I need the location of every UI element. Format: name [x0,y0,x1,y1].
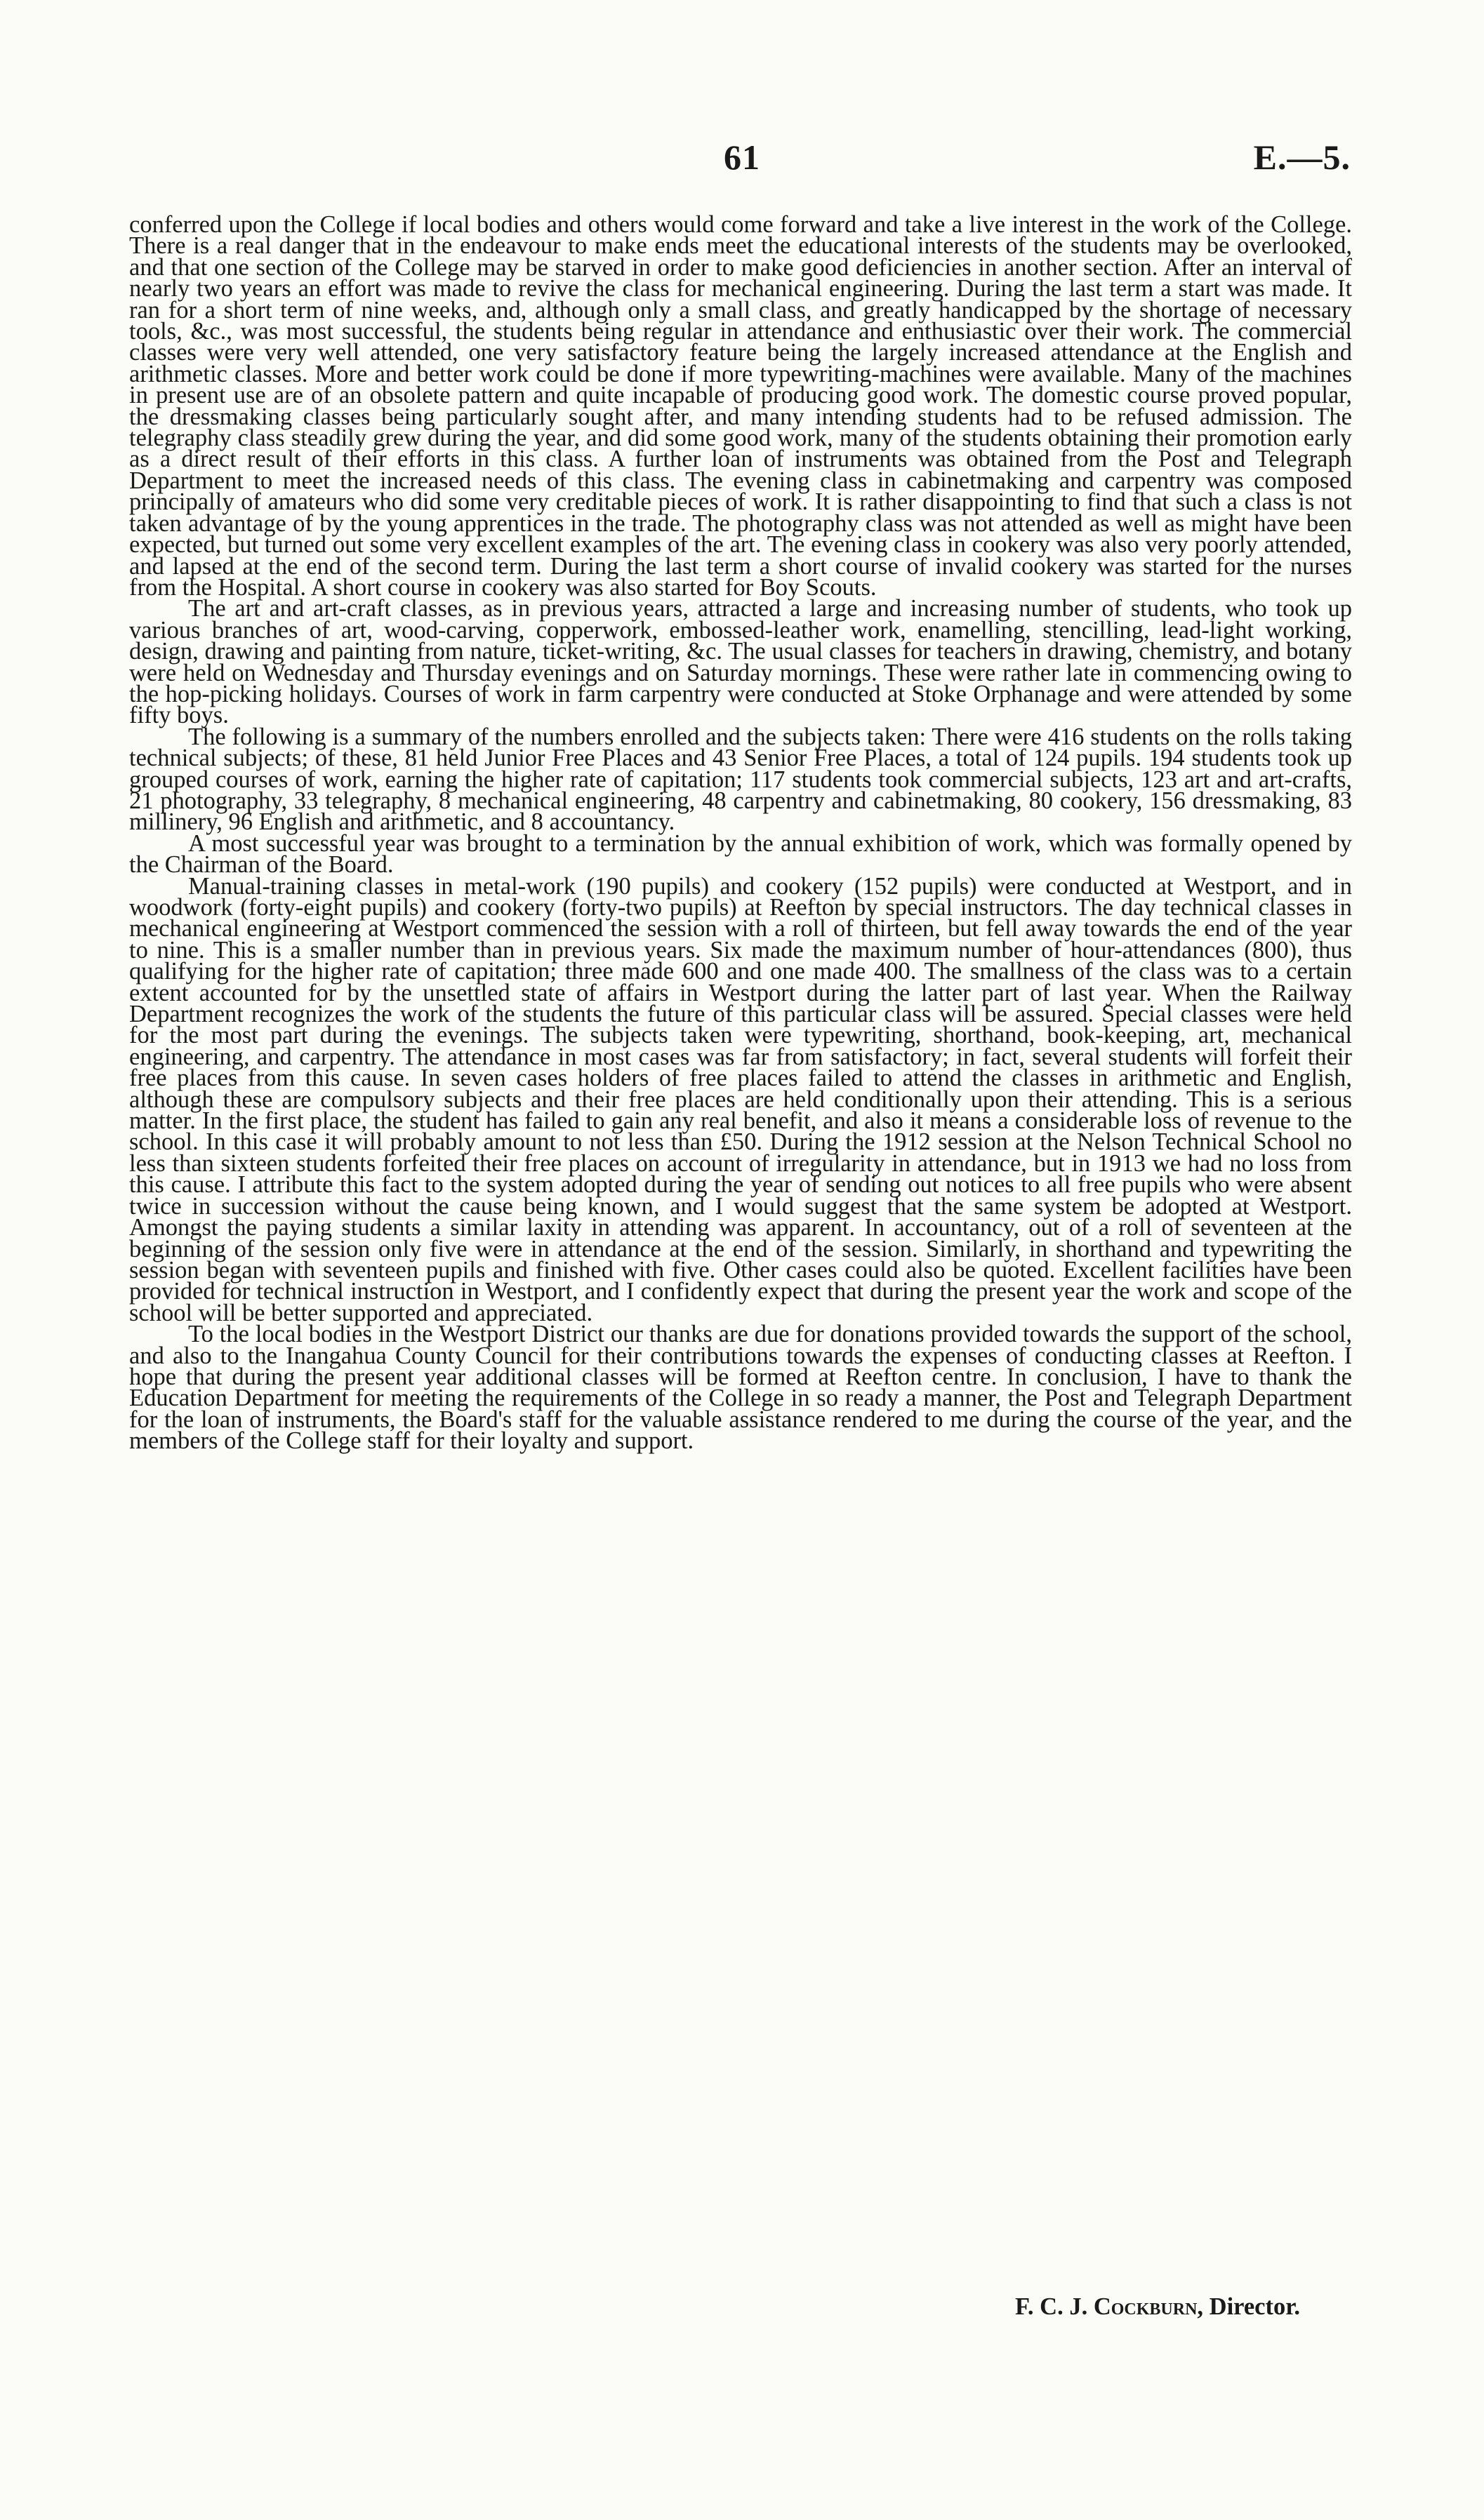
paragraph-acknowledgements: To the local bodies in the Westport District our thanks are due for donations provided towards the support of the school, and also to the Inangahua County Council for their contributions towards the expenses of conducting classes at Reefton. I hope that during the present year additional classes will be formed at Reefton centre. In conclusion, I have to thank the Education Department for meeting the requirements of the College in so ready a manner, the Post and Telegraph Department for the loan of instruments, the Board's staff for the valuable assistance rendered to me during the course of the year, and the members of the College staff for their loyalty and support. [129,1321,1352,1455]
paragraph-enrolment-summary: The following is a summary of the numbers enrolled and the subjects taken: There were 416 students on the rolls taking technical subjects; of these, 81 held Junior Free Places and 43 Senior Free Places, a total of 124 pupils. 194 students took up grouped courses of work, earning the higher rate of capitation; 117 students took commercial subjects, 123 art and art-crafts, 21 photography, 33 telegraphy, 8 mechanical engineering, 48 carpentry and cabinetmaking, 80 cookery, 156 dressmaking, 83 millinery, 96 English and arithmetic, and 8 accountancy. [129,723,1352,836]
page-number: 61 [724,138,760,177]
signatory-title: Director. [1209,2293,1300,2320]
paragraph-exhibition: A most successful year was brought to a termination by the annual exhibition of work, which was formally opened by the Chairman of the Board. [129,829,1352,879]
document-reference: E.—5. [1253,138,1351,177]
signatory-name: F. C. J. Cockburn [1015,2293,1198,2320]
paragraph-westport-classes: Manual-training classes in metal-work (190 pupils) and cookery (152 pupils) were conducted at Westport, and in woodwork (forty-eight pupils) and cookery (forty-two pupils) at Reefton by special instructors. The day technical classes in mechanical engineering at Westport commenced the session with a roll of thirteen, but fell away towards the end of the year to nine. This is a smaller number than in previous years. Six made the maximum number of hour-attendances (800), thus qualifying for the higher rate of capitation; three made 600 and one made 400. The smallness of the class was to a certain extent accounted for by the unsettled state of affairs in Westport during the latter part of last year. When the Railway Department recognizes the work of the students the future of this particular class will be assured. Special classes were held for the most part during the evenings. The subjects taken were typewriting, shorthand, book-keeping, art, mechanical engineering, and carpentry. The attendance in most cases was far from satisfactory; in fact, several students will forfeit their free places from this cause. In seven cases holders of free places failed to attend the classes in arithmetic and English, although these are compulsory subjects and their free places are held conditionally upon their attending. This is a serious matter. In the first place, the student has failed to gain any real benefit, and also it means a considerable loss of revenue to the school. In this case it will probably amount to not less than £50. During the 1912 session at the Nelson Technical School no less than sixteen students forfeited their free places on account of irregularity in attendance, but in 1913 we had no loss from this cause. I attribute this fact to the system adopted during the year of sending out notices to all free pupils who were absent twice in succession without the cause being known, and I would suggest that the same system be adopted at Westport. Amongst the paying students a similar laxity in attending was apparent. In accountancy, out of a roll of seventeen at the beginning of the session only five were in attendance at the end of the session. Similarly, in shorthand and typewriting the session began with seventeen pupils and finished with five. Other cases could also be quoted. Excellent facilities have been provided for technical instruction in Westport, and I confidently expect that during the present year the work and scope of the school will be better supported and appreciated. [129,872,1352,1326]
signature-line: F. C. J. Cockburn, Director. [1015,2293,1300,2320]
paragraph-art-classes: The art and art-craft classes, as in previous years, attracted a large and increasing number of students, who took up various branches of art, wood-carving, copperwork, embossed-leather work, enamelling, stencilling, lead-light working, design, drawing and painting from nature, ticket-writing, &c. The usual classes for teachers in drawing, chemistry, and botany were held on Wednesday and Thursday evenings and on Saturday mornings. These were rather late in commencing owing to the hop-picking holidays. Courses of work in farm carpentry were conducted at Stoke Orphanage and were attended by some fifty boys. [129,595,1352,729]
paragraph-continued: conferred upon the College if local bodies and others would come forward and take a live interest in the work of the College. There is a real danger that in the endeavour to make ends meet the educational interests of the students may be overlooked, and that one section of the College may be starved in order to make good deficiencies in another section. After an interval of nearly two years an effort was made to revive the class for mechanical engineering. During the last term a start was made. It ran for a short term of nine weeks, and, although only a small class, and greatly handicapped by the shortage of necessary tools, &c., was most successful, the students being regular in attendance and enthusiastic over their work. The commercial classes were very well attended, one very satisfactory feature being the largely increased attendance at the English and arithmetic classes. More and better work could be done if more typewriting-machines were available. Many of the machines in present use are of an obsolete pattern and quite incapable of producing good work. The domestic course proved popular, the dressmaking classes being particularly sought after, and many intending students had to be refused admission. The telegraphy class steadily grew during the year, and did some good work, many of the students obtaining their promotion early as a direct result of their efforts in this class. A further loan of instruments was obtained from the Post and Telegraph Department to meet the increased needs of this class. The evening class in cabinetmaking and carpentry was composed principally of amateurs who did some very creditable pieces of work. It is rather disappointing to find that such a class is not taken advantage of by the young apprentices in the trade. The photography class was not attended as well as might have been expected, but turned out some very excellent examples of the art. The evening class in cookery was also very poorly attended, and lapsed at the end of the second term. During the last term a short course of invalid cookery was started for the nurses from the Hospital. A short course in cookery was also started for Boy Scouts. [129,211,1352,601]
report-body [129,211,1352,1455]
